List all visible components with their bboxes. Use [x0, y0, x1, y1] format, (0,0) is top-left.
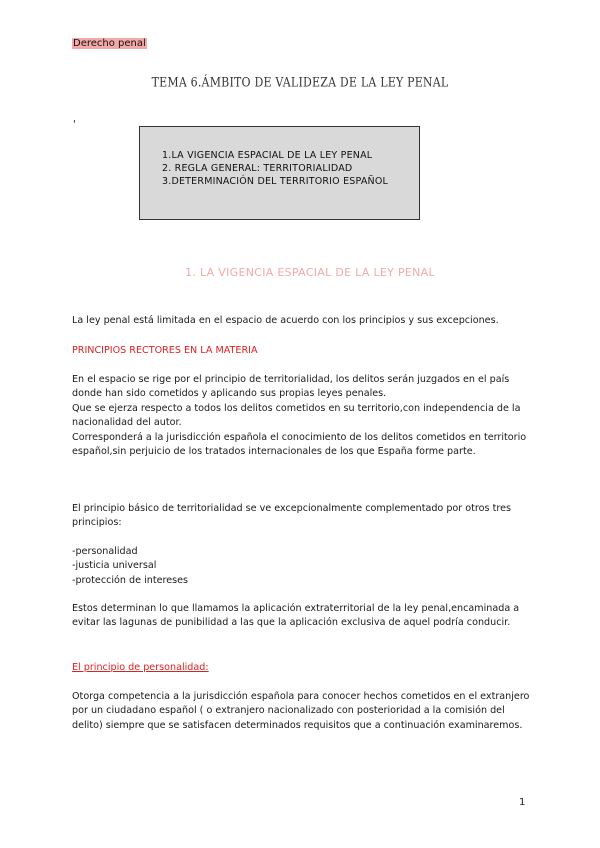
table-of-contents-box — [139, 126, 420, 220]
subject-label: Derecho penal — [73, 38, 146, 49]
territoriality-paragraph — [72, 373, 532, 459]
toc-item: 2. REGLA GENERAL: TERRITORIALIDAD — [162, 163, 353, 174]
paragraph-line: En el espacio se rige por el principio de territorialidad, los delitos serán juzgados en el país donde han sido cometidos y aplicando sus propias leyes penales. — [72, 374, 510, 400]
stray-mark: ' — [73, 119, 76, 130]
principles-subheading: PRINCIPIOS RECTORES EN LA MATERIA — [72, 345, 258, 356]
extraterritorial-paragraph: Estos determinan lo que llamamos la aplicación extraterritorial de la ley penal,encaminada a evitar las lagunas de punibilidad a las que la aplicación exclusiva de aquel podría conducir. — [72, 603, 520, 629]
intro-paragraph: La ley penal está limitada en el espacio de acuerdo con los principios y sus excepciones. — [72, 315, 499, 326]
list-item: -protección de intereses — [72, 574, 189, 586]
document-title: TEMA 6.ÁMBITO DE VALIDEZA DE LA LEY PENAL — [151, 75, 449, 90]
page-number: 1 — [519, 797, 526, 808]
toc-item: 1.LA VIGENCIA ESPACIAL DE LA LEY PENAL — [162, 150, 373, 161]
paragraph-line: Que se ejerza respecto a todos los delitos cometidos en su territorio,con independencia de la nacionalidad del autor. — [72, 402, 521, 429]
complement-paragraph: El principio básico de territorialidad se ve excepcionalmente complementado por otros tres principios: — [72, 503, 511, 529]
personality-heading: El principio de personalidad: — [72, 662, 209, 673]
toc-item: 3.DETERMINACIÓN DEL TERRITORIO ESPAÑOL — [162, 176, 389, 187]
section-heading: 1. LA VIGENCIA ESPACIAL DE LA LEY PENAL — [185, 266, 435, 279]
personality-paragraph: Otorga competencia a la jurisdicción española para conocer hechos cometidos en el extranjero por un ciudadano español ( o extranjero nacionalizado con posterioridad a la comisión del delito) siempre que se satisfacen determinados requisitos que a continuación examinaremos. — [72, 691, 530, 731]
list-item: -justicia universal — [72, 560, 157, 572]
list-item: -personalidad — [72, 546, 138, 557]
principles-list — [72, 545, 532, 588]
paragraph-line: Corresponderá a la jurisdicción española el conocimiento de los delitos cometidos en territorio español,sin perjuicio de los tratados internacionales de los que España forme parte. — [72, 431, 527, 458]
